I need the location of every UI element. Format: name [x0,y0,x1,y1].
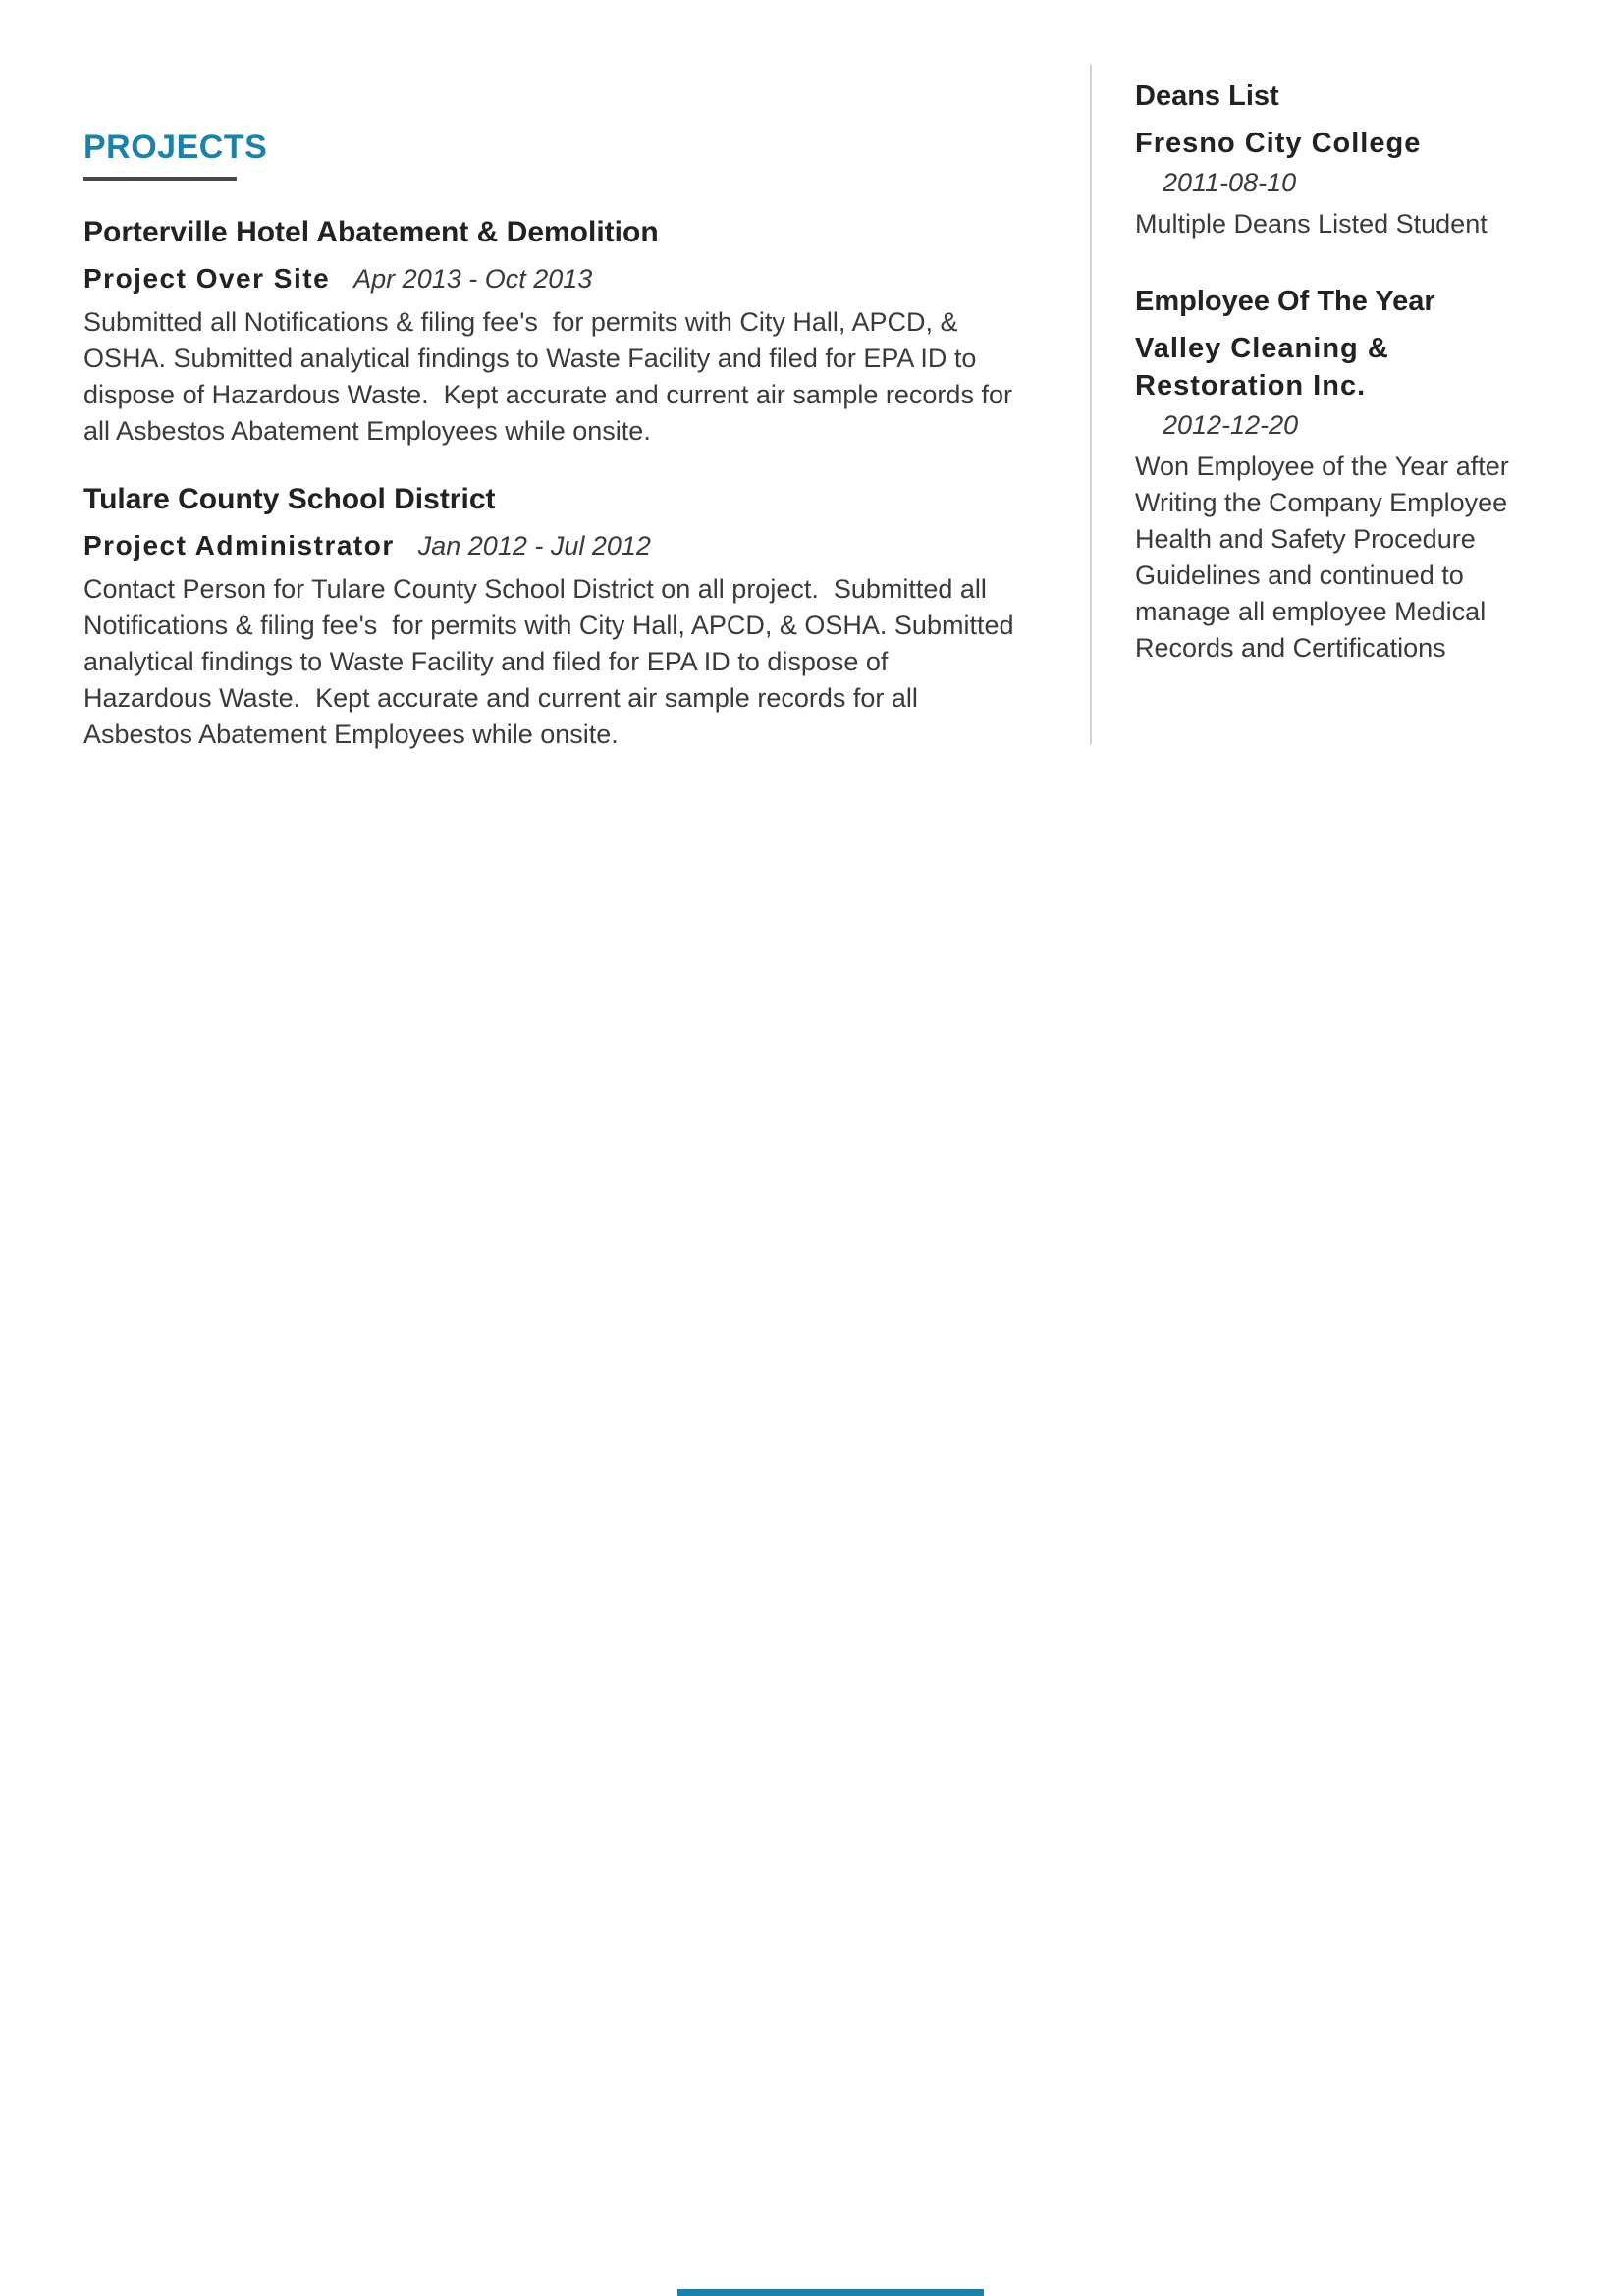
award-title: Employee Of The Year [1135,286,1435,317]
project-subtitle-row [83,263,1016,294]
awards-section [1135,80,1528,710]
award-date: 2012-12-20 [1163,410,1299,440]
award-description: Won Employee of the Year after Writing the Company Employee Health and Safety Procedure Guidelines and continued to manage all employee Medical Records and Certifications [1135,452,1509,663]
project-entry [83,216,1020,450]
project-description: Contact Person for Tulare County School District on all project. Submitted all Notifications & filing fee's for permits with City Hall, APCD, & OSHA. Submitted analytical findings to Waste Facility and filed for EPA ID to dispose of Hazardous Waste. Kept accurate and current air sample records for all Asbestos Abatement Employees while onsite. [83,574,1021,750]
award-entry [1135,286,1528,667]
project-dates: Jan 2012 - Jul 2012 [417,531,651,561]
project-subtitle-row [83,530,1016,561]
column-divider [1090,65,1092,744]
award-issuer: Fresno City College [1135,128,1422,159]
project-description: Submitted all Notifications & filing fee's for permits with City Hall, APCD, & OSHA. Submitted analytical findings to Waste Facility and filed for EPA ID to dispose of Hazardous Waste. Kept accurate and current air sample records for all Asbestos Abatement Employees while onsite. [83,307,1020,447]
section-title-underline [83,177,237,181]
award-title: Deans List [1135,80,1279,112]
award-date: 2011-08-10 [1163,168,1297,197]
project-title: Porterville Hotel Abatement & Demolition [83,216,659,249]
project-role: Project Administrator [83,530,395,561]
projects-section [83,129,1021,786]
project-dates: Apr 2013 - Oct 2013 [353,264,593,294]
award-entry [1135,80,1528,242]
project-role: Project Over Site [83,263,331,294]
project-title: Tulare County School District [83,483,496,516]
projects-section-title: PROJECTS [83,129,268,166]
page-break-indicator [677,2289,984,2296]
award-description: Multiple Deans Listed Student [1135,209,1488,239]
award-issuer: Valley Cleaning & Restoration Inc. [1135,333,1389,401]
project-entry [83,483,1021,753]
